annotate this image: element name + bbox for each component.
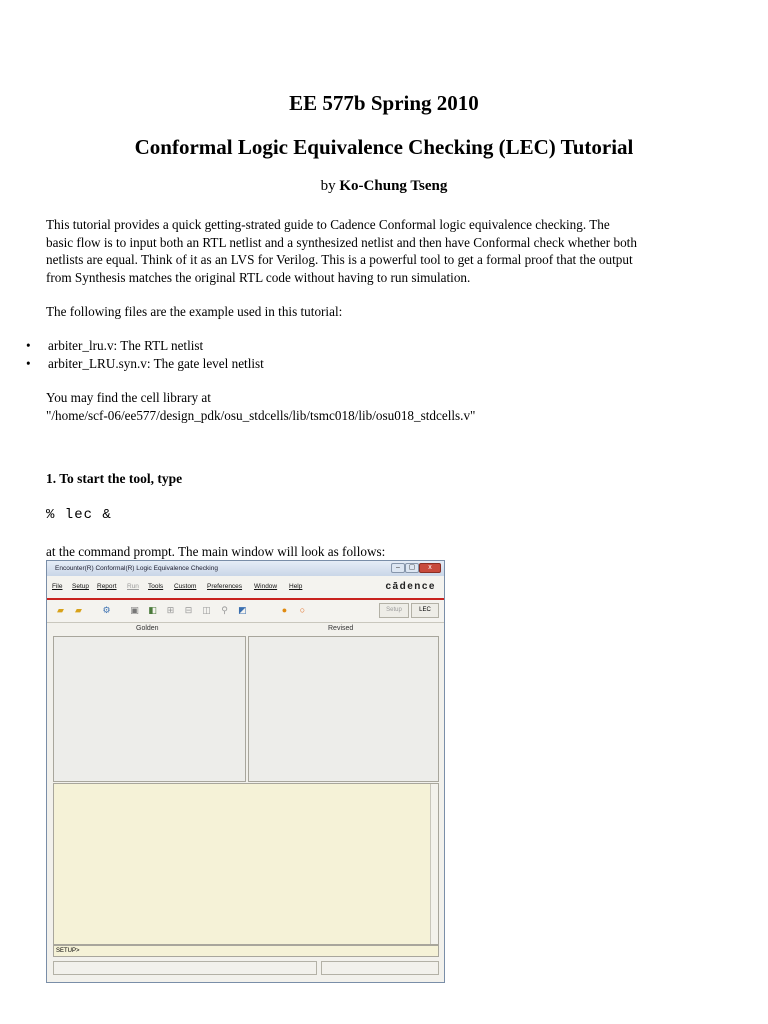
menu-run[interactable]: Run <box>127 583 139 590</box>
schematic-icon[interactable]: ⊞ <box>166 605 175 615</box>
file-list <box>26 337 726 372</box>
panel-headers <box>47 622 444 635</box>
menu-bar <box>47 576 444 600</box>
hierarchy-icon[interactable]: ◧ <box>148 605 157 615</box>
toolbar <box>47 600 444 623</box>
transcript-console[interactable] <box>53 783 439 945</box>
maximize-icon[interactable]: ▢ <box>405 563 419 573</box>
menu-file[interactable]: File <box>52 583 63 590</box>
intro-line: from Synthesis matches the original RTL code without having to run simulation. <box>46 269 471 285</box>
source-icon[interactable]: ◫ <box>202 605 211 615</box>
lec-mode-button[interactable]: LEC <box>411 603 439 618</box>
mapping-icon[interactable]: ⚙ <box>102 605 111 615</box>
intro-line: This tutorial provides a quick getting-strated guide to Cadence Conformal logic equivalence checking. The <box>46 217 610 232</box>
menu-preferences[interactable]: Preferences <box>207 583 243 590</box>
intro-line: netlists are equal. Think of it as an LVS for Verilog. This is a powerful tool to get a formal proof that the output <box>46 252 633 267</box>
cadence-logo: cādence <box>385 581 436 592</box>
close-icon[interactable]: x <box>419 563 441 573</box>
save-icon[interactable]: ◩ <box>238 605 247 615</box>
page-title: EE 577b Spring 2010 <box>289 91 479 115</box>
command-text: % lec & <box>46 507 112 523</box>
menu-custom[interactable]: Custom <box>174 583 197 590</box>
golden-header: Golden <box>136 625 159 632</box>
intro-paragraph <box>46 216 726 286</box>
tree-icon[interactable]: ⚲ <box>221 605 228 615</box>
menu-tools[interactable]: Tools <box>148 583 164 590</box>
cell-library-label: You may find the cell library at <box>46 390 211 405</box>
open-revised-icon[interactable]: ▰ <box>75 605 82 615</box>
open-folder-icon[interactable]: ▰ <box>57 605 64 615</box>
cell-library-path: "/home/scf-06/ee577/design_pdk/osu_stdcells/lib/tsmc018/lib/osu018_stdcells.v" <box>46 407 476 423</box>
step-heading: 1. To start the tool, type <box>46 471 183 486</box>
bullet-icon: • <box>26 355 31 371</box>
menu-setup[interactable]: Setup <box>72 583 89 590</box>
file-entry: arbiter_lru.v: The RTL netlist <box>48 338 204 353</box>
file-entry: arbiter_LRU.syn.v: The gate level netlist <box>48 355 264 371</box>
menu-window[interactable]: Window <box>254 583 278 590</box>
status-bar-main <box>53 961 317 975</box>
run-icon[interactable]: ● <box>281 605 288 615</box>
files-intro: The following files are the example used in this tutorial: <box>46 304 343 319</box>
stop-icon[interactable]: ○ <box>299 605 306 615</box>
intro-line: basic flow is to input both an RTL netlist and a synthesized netlist and then have Conformal check whether both <box>46 234 637 250</box>
command-description: at the command prompt. The main window will look as follows: <box>46 544 386 559</box>
byline <box>0 178 768 195</box>
console-scrollbar[interactable] <box>430 784 438 944</box>
list-item <box>26 337 726 355</box>
list-item <box>26 355 726 373</box>
print-icon[interactable]: ▣ <box>130 605 139 615</box>
golden-panel[interactable] <box>53 636 246 782</box>
lec-main-window-screenshot <box>46 560 445 983</box>
command-prompt-input[interactable]: SETUP> <box>53 945 439 957</box>
menu-report[interactable]: Report <box>97 583 117 590</box>
bullet-icon: • <box>26 338 31 353</box>
window-titlebar <box>47 561 444 576</box>
diagnose-icon[interactable]: ⊟ <box>184 605 193 615</box>
revised-header: Revised <box>328 625 354 632</box>
setup-mode-button[interactable]: Setup <box>379 603 409 618</box>
page-subtitle: Conformal Logic Equivalence Checking (LEC) Tutorial <box>134 135 634 159</box>
revised-panel[interactable] <box>248 636 439 782</box>
byline-prefix: by <box>320 178 340 194</box>
minimize-icon[interactable]: – <box>391 563 405 573</box>
author-name: Ko-Chung Tseng <box>339 178 448 194</box>
window-title: Encounter(R) Conformal(R) Logic Equivalence Checking <box>55 565 218 572</box>
status-bar-secondary <box>321 961 439 975</box>
cell-library-note <box>46 389 726 424</box>
menu-help[interactable]: Help <box>289 583 303 590</box>
